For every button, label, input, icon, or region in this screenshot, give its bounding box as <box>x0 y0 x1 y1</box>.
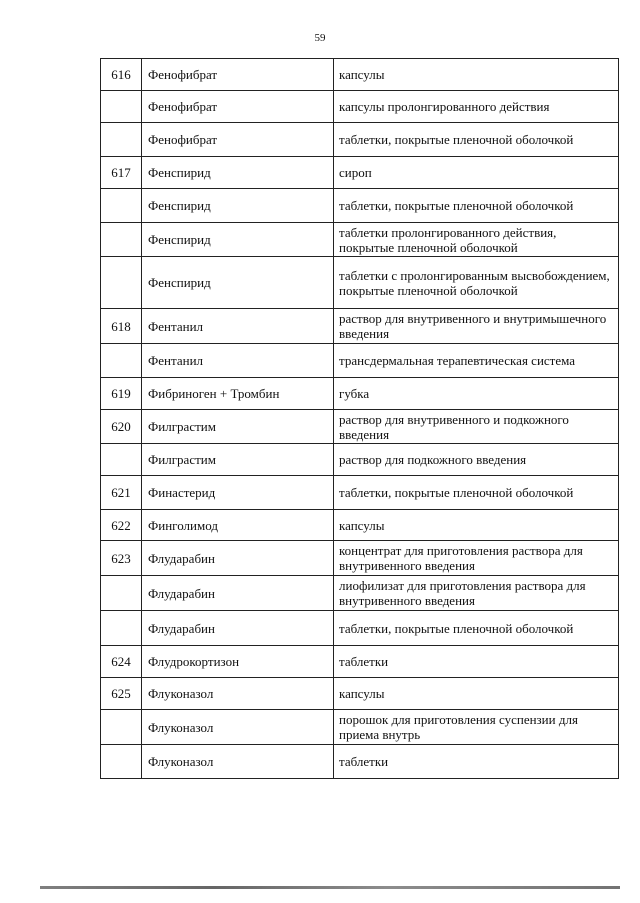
row-number-cell <box>101 189 142 223</box>
dosage-form-cell: концентрат для приготовления раствора для внутривенного введения <box>334 541 619 576</box>
drug-name-cell: Фенспирид <box>142 257 334 309</box>
row-number-cell: 620 <box>101 410 142 444</box>
row-number-cell <box>101 745 142 779</box>
drug-name-cell: Флуконазол <box>142 678 334 710</box>
drug-name-cell: Фенофибрат <box>142 123 334 157</box>
drug-name-cell: Фибриноген + Тромбин <box>142 378 334 410</box>
table-row <box>101 410 619 444</box>
drug-name-cell: Фенофибрат <box>142 59 334 91</box>
row-number-cell: 623 <box>101 541 142 576</box>
row-number-cell: 621 <box>101 476 142 510</box>
page-number: 59 <box>314 32 326 44</box>
dosage-form-cell: таблетки, покрытые пленочной оболочкой <box>334 611 619 646</box>
drug-name-cell: Флуконазол <box>142 710 334 745</box>
table-row <box>101 59 619 91</box>
dosage-form-cell: губка <box>334 378 619 410</box>
table-row <box>101 344 619 378</box>
row-number-cell <box>101 611 142 646</box>
row-number-cell <box>101 344 142 378</box>
dosage-form-cell: капсулы <box>334 510 619 541</box>
table-row <box>101 223 619 257</box>
dosage-form-cell: таблетки пролонгированного действия, покрытые пленочной оболочкой <box>334 223 619 257</box>
drug-name-cell: Фентанил <box>142 309 334 344</box>
row-number-cell: 616 <box>101 59 142 91</box>
drug-table-body <box>101 59 619 779</box>
row-number-cell <box>101 123 142 157</box>
dosage-form-cell: таблетки с пролонгированным высвобождением, покрытые пленочной оболочкой <box>334 257 619 309</box>
table-row <box>101 541 619 576</box>
dosage-form-cell: таблетки, покрытые пленочной оболочкой <box>334 476 619 510</box>
dosage-form-cell: таблетки, покрытые пленочной оболочкой <box>334 189 619 223</box>
dosage-form-cell: порошок для приготовления суспензии для приема внутрь <box>334 710 619 745</box>
row-number-cell <box>101 91 142 123</box>
dosage-form-cell: капсулы пролонгированного действия <box>334 91 619 123</box>
table-row <box>101 444 619 476</box>
table-row <box>101 123 619 157</box>
drug-name-cell: Фенофибрат <box>142 91 334 123</box>
table-row <box>101 476 619 510</box>
row-number-cell <box>101 576 142 611</box>
drug-table <box>100 58 619 779</box>
table-row <box>101 710 619 745</box>
drug-name-cell: Фенспирид <box>142 157 334 189</box>
row-number-cell <box>101 710 142 745</box>
row-number-cell: 619 <box>101 378 142 410</box>
table-row <box>101 576 619 611</box>
drug-name-cell: Филграстим <box>142 444 334 476</box>
table-row <box>101 91 619 123</box>
dosage-form-cell: таблетки, покрытые пленочной оболочкой <box>334 123 619 157</box>
dosage-form-cell: капсулы <box>334 678 619 710</box>
row-number-cell: 622 <box>101 510 142 541</box>
row-number-cell: 617 <box>101 157 142 189</box>
table-row <box>101 309 619 344</box>
drug-name-cell: Фентанил <box>142 344 334 378</box>
drug-name-cell: Финастерид <box>142 476 334 510</box>
table-row <box>101 257 619 309</box>
drug-name-cell: Флуконазол <box>142 745 334 779</box>
dosage-form-cell: раствор для внутривенного и внутримышечного введения <box>334 309 619 344</box>
table-row <box>101 378 619 410</box>
table-row <box>101 678 619 710</box>
table-row <box>101 611 619 646</box>
table-row <box>101 189 619 223</box>
row-number-cell: 625 <box>101 678 142 710</box>
drug-name-cell: Флударабин <box>142 576 334 611</box>
drug-name-cell: Финголимод <box>142 510 334 541</box>
table-row <box>101 745 619 779</box>
drug-name-cell: Фенспирид <box>142 189 334 223</box>
dosage-form-cell: трансдермальная терапевтическая система <box>334 344 619 378</box>
row-number-cell: 618 <box>101 309 142 344</box>
dosage-form-cell: лиофилизат для приготовления раствора для внутривенного введения <box>334 576 619 611</box>
drug-name-cell: Флударабин <box>142 611 334 646</box>
drug-name-cell: Флудрокортизон <box>142 646 334 678</box>
drug-name-cell: Филграстим <box>142 410 334 444</box>
drug-name-cell: Фенспирид <box>142 223 334 257</box>
dosage-form-cell: таблетки <box>334 646 619 678</box>
scan-edge-mark <box>40 886 620 889</box>
row-number-cell <box>101 223 142 257</box>
dosage-form-cell: таблетки <box>334 745 619 779</box>
drug-name-cell: Флударабин <box>142 541 334 576</box>
table-row <box>101 157 619 189</box>
dosage-form-cell: капсулы <box>334 59 619 91</box>
row-number-cell <box>101 444 142 476</box>
row-number-cell: 624 <box>101 646 142 678</box>
table-row <box>101 510 619 541</box>
row-number-cell <box>101 257 142 309</box>
dosage-form-cell: сироп <box>334 157 619 189</box>
dosage-form-cell: раствор для внутривенного и подкожного введения <box>334 410 619 444</box>
dosage-form-cell: раствор для подкожного введения <box>334 444 619 476</box>
table-row <box>101 646 619 678</box>
